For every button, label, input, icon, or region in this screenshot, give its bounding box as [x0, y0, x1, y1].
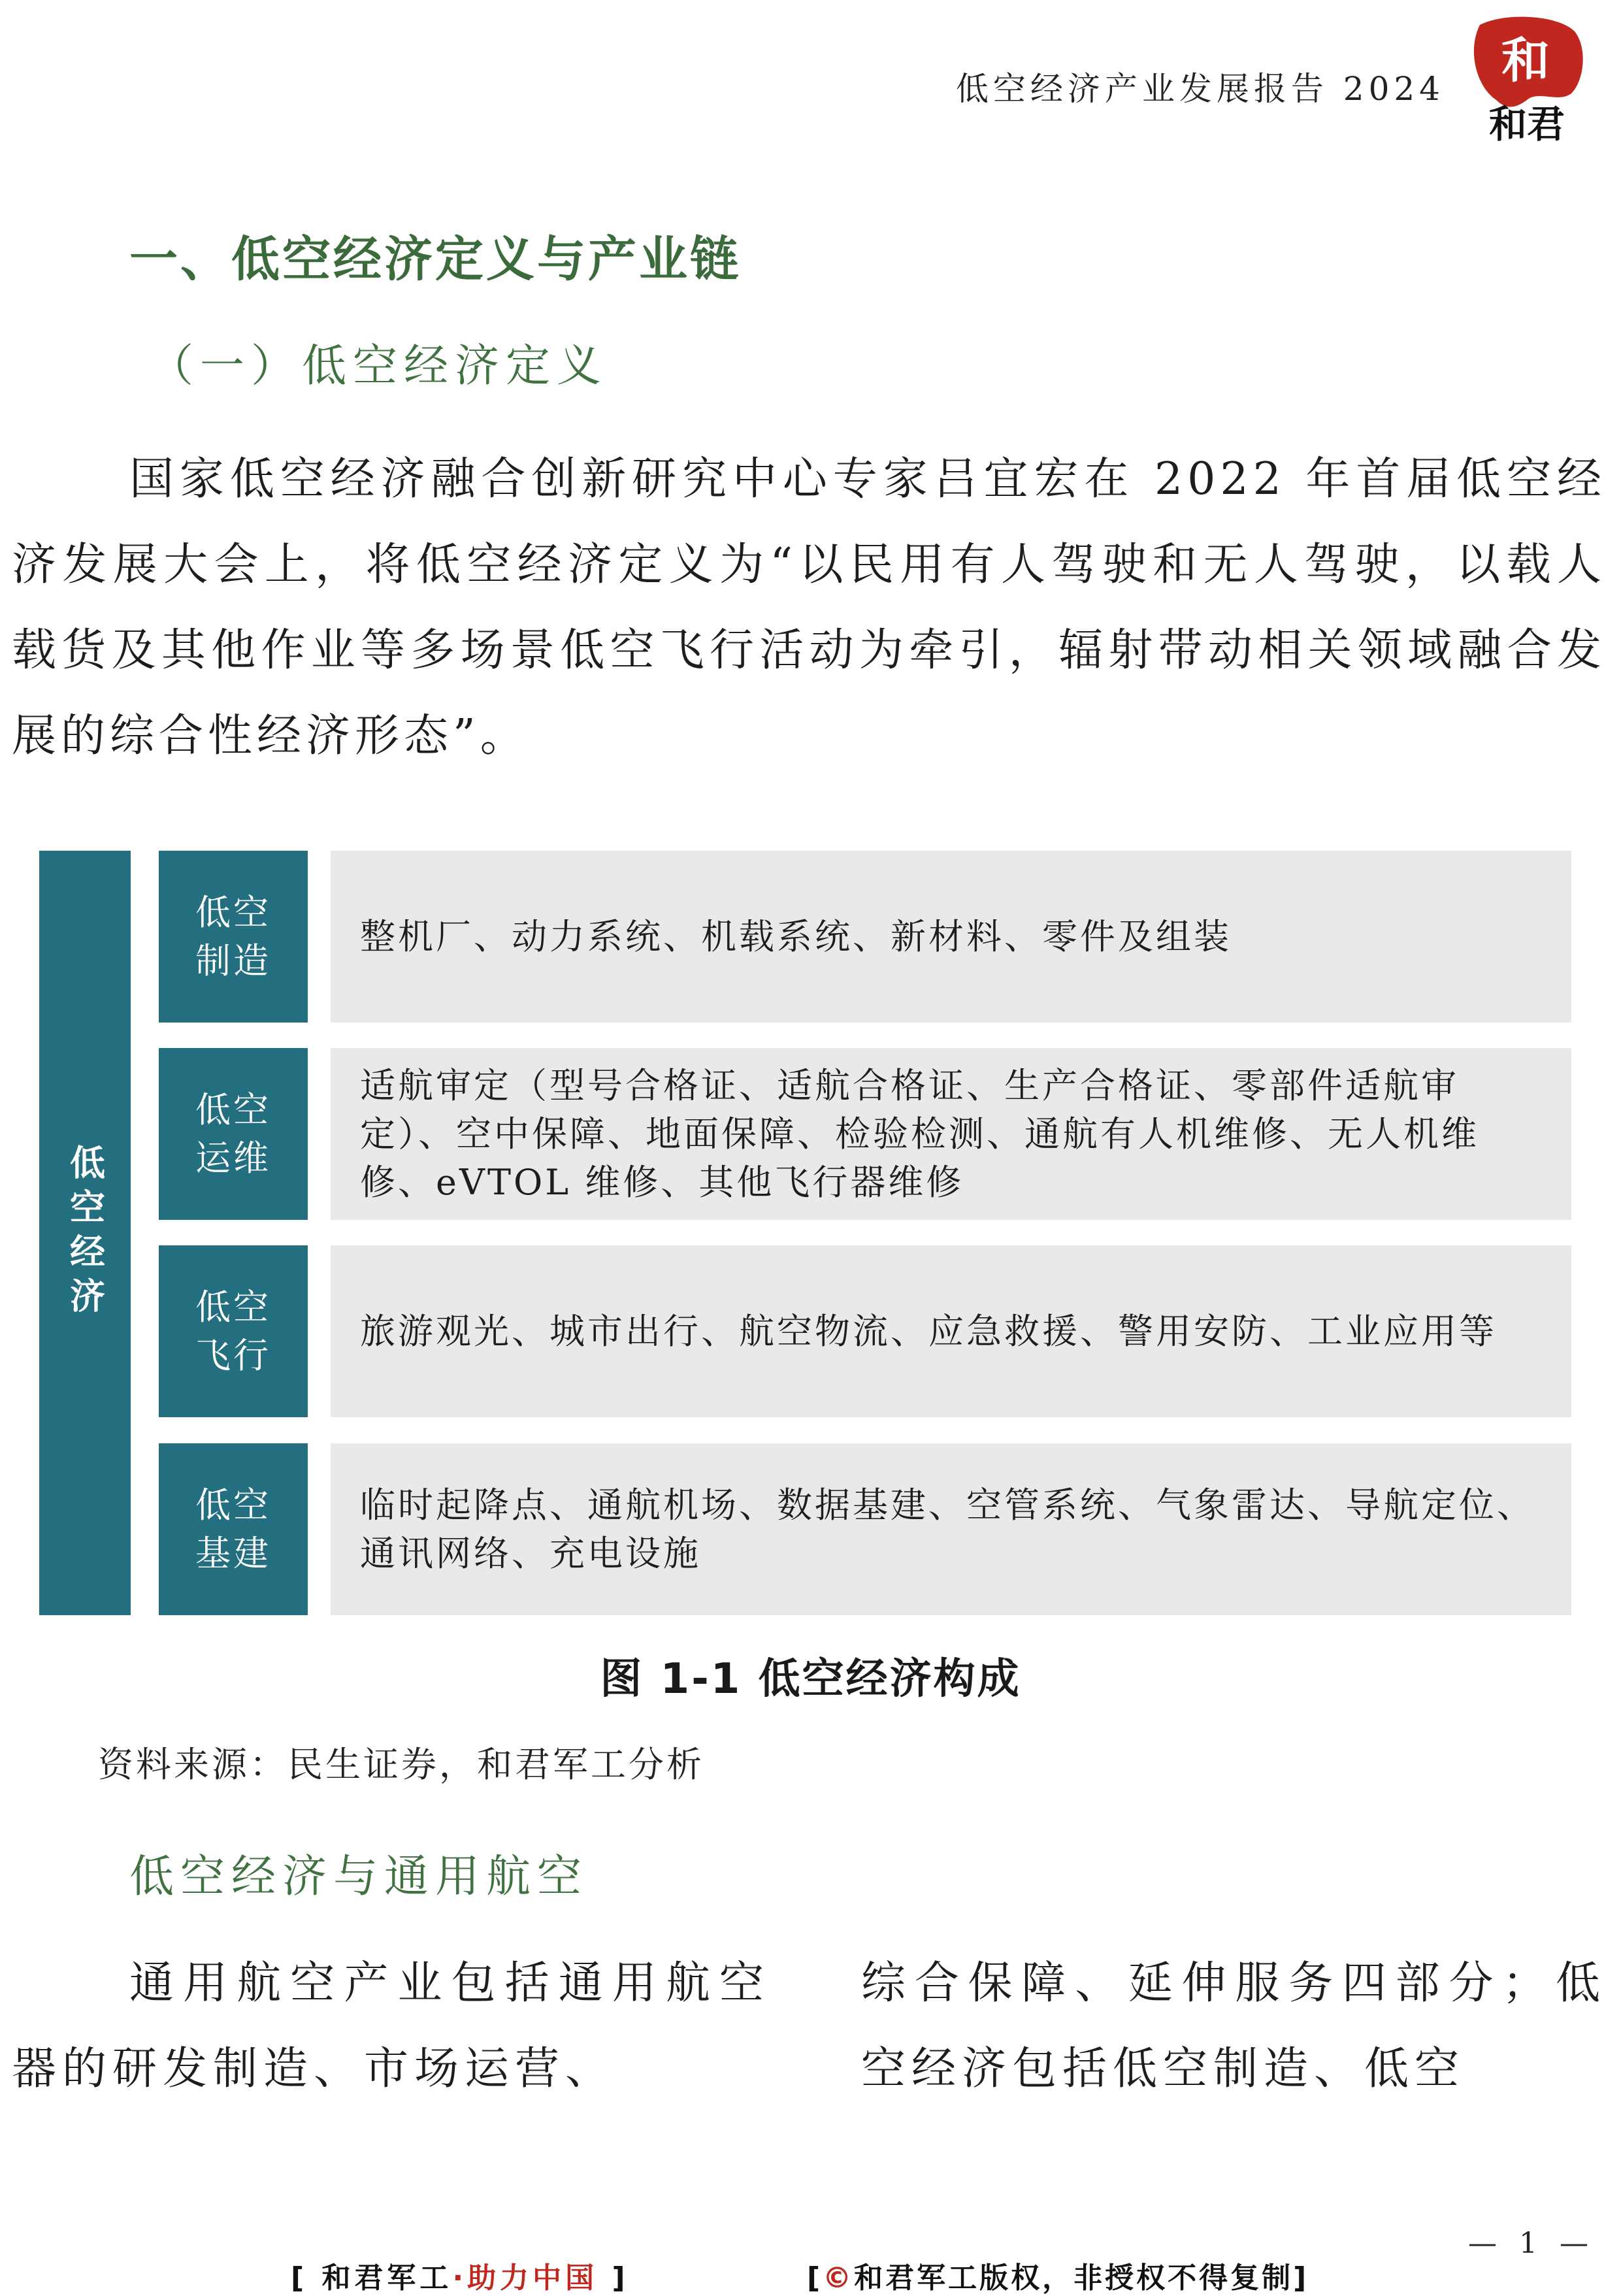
- composition-diagram: [39, 851, 1571, 1615]
- footer-brand: 和君军工: [321, 2261, 453, 2295]
- copyright-text: 和君军工版权，非授权不得复制: [854, 2261, 1294, 2295]
- diagram-row: [159, 1048, 1571, 1220]
- diagram-row-description: 适航审定（型号合格证、适航合格证、生产合格证、零部件适航审定）、空中保障、地面保障、检验检测、通航有人机维修、无人机维修、eVTOL 维修、其他飞行器维修: [331, 1048, 1571, 1220]
- copyright-icon: ©: [823, 2261, 855, 2295]
- diagram-row-tag: 低空运维: [159, 1048, 308, 1220]
- brand-logo: [1460, 12, 1594, 142]
- diagram-row-tag: 低空基建: [159, 1443, 308, 1615]
- diagram-row-description: 旅游观光、城市出行、航空物流、应急救援、警用安防、工业应用等: [331, 1245, 1571, 1417]
- subsection-heading: （一）低空经济定义: [149, 340, 608, 392]
- body-column-right: 综合保障、延伸服务四部分；低空经济包括低空制造、低空: [861, 1958, 1606, 2095]
- diagram-row-tag: 低空制造: [159, 851, 308, 1023]
- minor-heading: 低空经济与通用航空: [129, 1851, 589, 1903]
- running-title: 低空经济产业发展报告 2024: [955, 70, 1445, 108]
- diagram-row-description: 整机厂、动力系统、机载系统、新材料、零件及组装: [331, 851, 1571, 1023]
- footer-copyright: [©和君军工版权，非授权不得复制]: [807, 2261, 1309, 2295]
- footer-slogan: [ 和君军工·助力中国 ]: [291, 2261, 629, 2295]
- diagram-row: [159, 1245, 1571, 1417]
- figure-source: 资料来源：民生证券，和君军工分析: [98, 1744, 704, 1785]
- diagram-row: [159, 851, 1571, 1023]
- logo-seal-text: 和: [1501, 33, 1550, 89]
- footer-slogan-text: 助力中国: [467, 2261, 598, 2295]
- diagram-row: [159, 1443, 1571, 1615]
- section-heading: 一、低空经济定义与产业链: [129, 231, 741, 287]
- diagram-main-label: 低空经济: [39, 851, 131, 1615]
- diagram-row-tag: 低空飞行: [159, 1245, 308, 1417]
- body-paragraph: 国家低空经济融合创新研究中心专家吕宜宏在 2022 年首届低空经济发展大会上，将低空经济定义为“以民用有人驾驶和无人驾驶，以载人载货及其他作业等多场景低空飞行活动为牵引，辐射带动相关领域融合发展的综合性经济形态”。: [12, 453, 1606, 762]
- body-column-left: 通用航空产业包括通用航空器的研发制造、市场运营、: [12, 1958, 770, 2095]
- logo-brand-text: 和君: [1488, 102, 1565, 142]
- page-number: — 1 —: [1468, 2227, 1595, 2260]
- figure-caption: 图 1-1 低空经济构成: [600, 1655, 1021, 1703]
- diagram-row-description: 临时起降点、通航机场、数据基建、空管系统、气象雷达、导航定位、通讯网络、充电设施: [331, 1443, 1571, 1615]
